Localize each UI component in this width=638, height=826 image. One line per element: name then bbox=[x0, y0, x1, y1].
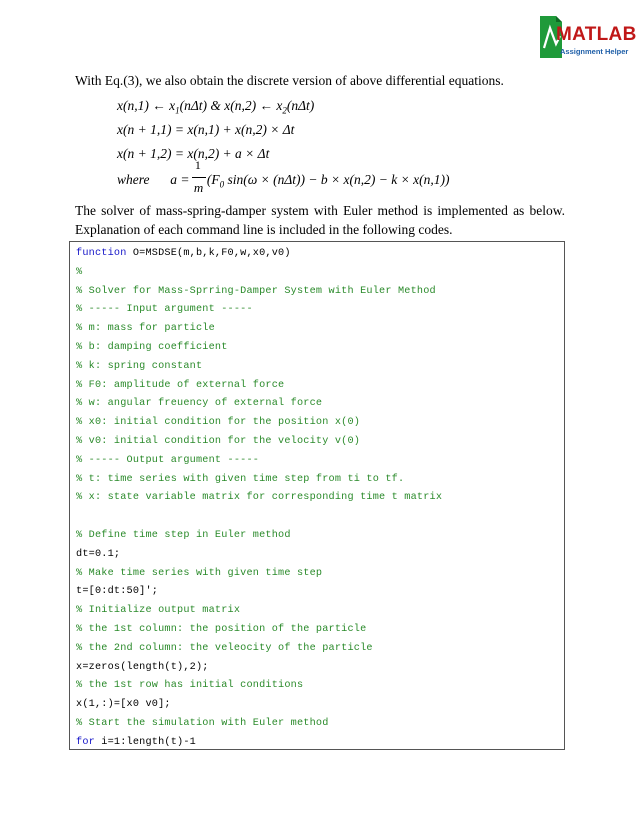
code-line bbox=[76, 380, 284, 391]
code-line bbox=[76, 605, 240, 616]
code-comment: % b: damping coefficient bbox=[76, 342, 228, 353]
code-comment: % Initialize output matrix bbox=[76, 605, 241, 617]
eq4-fraction-bar bbox=[192, 177, 206, 178]
eq1-sub-2: 2 bbox=[282, 105, 287, 116]
code-line bbox=[76, 492, 442, 503]
code-line bbox=[76, 699, 171, 710]
code-line bbox=[76, 737, 196, 748]
eq1-sub-1: 1 bbox=[175, 105, 180, 116]
solver-paragraph: The solver of mass-spring-damper system with Euler method is implemented as below. bbox=[75, 203, 565, 218]
code-comment: % v0: initial condition for the velocity v(0) bbox=[76, 436, 361, 447]
code-comment: % k: spring constant bbox=[76, 360, 203, 372]
explanation-paragraph: Explanation of each command line is included in the following codes. bbox=[75, 222, 453, 237]
code-line bbox=[76, 267, 82, 278]
code-text: x(1,:)=[x0 v0]; bbox=[76, 699, 171, 711]
code-text: x=zeros(length(t),2); bbox=[76, 661, 209, 673]
code-line bbox=[76, 549, 120, 560]
code-comment: % ----- Output argument ----- bbox=[76, 454, 260, 466]
code-comment: % m: mass for particle bbox=[76, 323, 215, 335]
eq1-part-b: (nΔt) & x(n,2) ← x bbox=[179, 98, 283, 113]
code-line bbox=[76, 680, 303, 691]
code-comment: % Define time step in Euler method bbox=[76, 530, 291, 541]
code-comment: % t: time series with given time step from ti to tf. bbox=[76, 473, 405, 485]
code-keyword: for bbox=[76, 736, 95, 748]
code-line bbox=[76, 361, 202, 372]
code-line bbox=[76, 286, 436, 297]
code-comment: % F0: amplitude of external force bbox=[76, 379, 285, 391]
equation-line-3: x(n + 1,2) = x(n,2) + a × Δt bbox=[117, 146, 270, 161]
code-line bbox=[76, 530, 291, 541]
code-text: t=[0:dt:50]'; bbox=[76, 586, 159, 598]
eq1-part-a: x(n,1) ← x bbox=[117, 98, 176, 113]
code-comment: % Start the simulation with Euler method bbox=[76, 718, 329, 729]
logo-title: MATLAB bbox=[556, 24, 637, 45]
code-line bbox=[76, 586, 158, 597]
code-line bbox=[76, 474, 404, 485]
equation-line-1 bbox=[117, 98, 314, 116]
code-line bbox=[76, 662, 209, 673]
code-line bbox=[76, 417, 360, 428]
code-listing bbox=[69, 241, 565, 750]
eq4-sub-0: 0 bbox=[219, 179, 225, 190]
eq1-part-c: (nΔt) bbox=[286, 98, 315, 113]
logo-subtitle: Assignment Helper bbox=[560, 47, 629, 56]
code-text: i=1:length(t)-1 bbox=[94, 736, 196, 748]
matlab-logo bbox=[536, 14, 637, 64]
eq4-denominator: m bbox=[193, 180, 204, 195]
code-comment: % Solver for Mass-Sprring-Damper System with Euler Method bbox=[76, 285, 436, 297]
eq4-numerator: 1 bbox=[194, 158, 201, 172]
code-text: O=MSDSE(m,b,k,F0,w,x0,v0) bbox=[126, 248, 291, 259]
eq4-fraction bbox=[193, 158, 207, 195]
eq4-where: where bbox=[117, 172, 150, 187]
code-comment: % x0: initial condition for the position x(0) bbox=[76, 417, 361, 429]
code-line bbox=[76, 436, 360, 447]
code-text: dt=0.1; bbox=[76, 548, 121, 560]
code-line bbox=[76, 455, 259, 466]
code-line bbox=[76, 643, 373, 654]
code-comment: % Make time series with given time step bbox=[76, 567, 323, 579]
intro-paragraph: With Eq.(3), we also obtain the discrete version of above differential equations. bbox=[75, 73, 504, 88]
code-comment: % bbox=[76, 266, 83, 278]
code-comment: % ----- Input argument ----- bbox=[76, 304, 253, 316]
code-line bbox=[76, 718, 329, 729]
eq4-lhs: a = bbox=[170, 172, 190, 187]
eq4-rhs-a: (F bbox=[206, 172, 220, 187]
code-comment: % x: state variable matrix for corresponding time t matrix bbox=[76, 492, 443, 504]
equation-line-4 bbox=[117, 158, 450, 195]
code-line bbox=[76, 398, 322, 409]
code-line bbox=[76, 304, 253, 315]
code-line bbox=[76, 568, 322, 579]
code-comment: % the 1st column: the position of the particle bbox=[76, 624, 367, 635]
code-line bbox=[76, 624, 366, 635]
equation-line-2: x(n + 1,1) = x(n,1) + x(n,2) × Δt bbox=[117, 122, 295, 137]
code-line bbox=[76, 323, 215, 334]
code-line bbox=[76, 342, 228, 353]
code-comment: % the 2nd column: the veleocity of the particle bbox=[76, 642, 373, 654]
code-line bbox=[76, 248, 291, 259]
code-keyword: function bbox=[76, 248, 127, 259]
eq4-rhs-b: sin(ω × (nΔt)) − b × x(n,2) − k × x(n,1)) bbox=[224, 172, 450, 187]
code-comment: % w: angular freuency of external force bbox=[76, 398, 323, 410]
code-comment: % the 1st row has initial conditions bbox=[76, 680, 304, 692]
